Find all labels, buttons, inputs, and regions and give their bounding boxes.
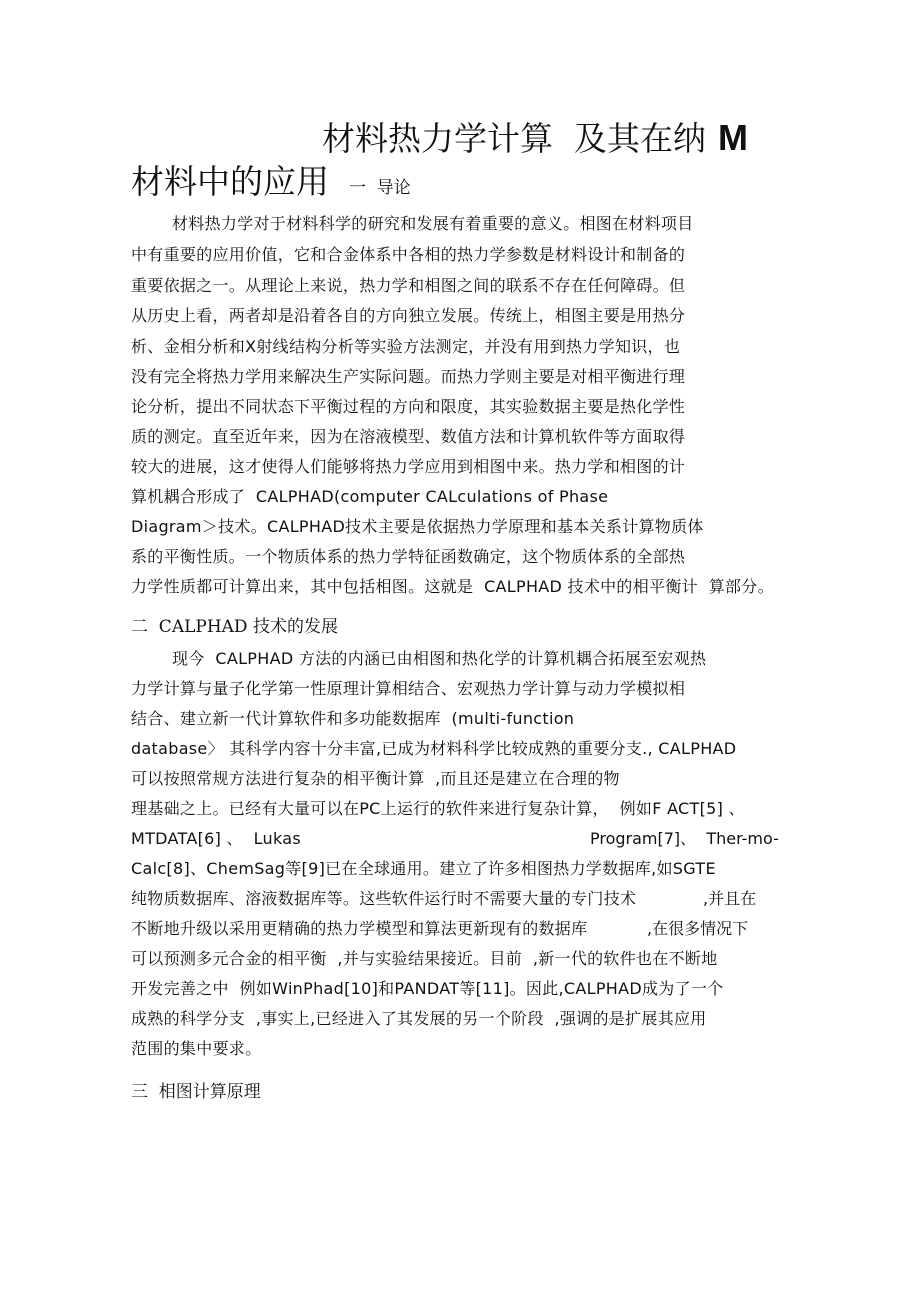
paragraph-line: 没有完全将热力学用来解决生产实际问题。而热力学则主要是对相平衡进行理 (131, 367, 686, 386)
paragraph-line: 从历史上看，两者却是沿着各自的方向独立发展。传统上，相图主要是用热分 (131, 306, 686, 325)
paragraph-line-right: ,并且在 (703, 889, 757, 908)
title-text: 材料热力学计算 及其在纳 (322, 119, 706, 158)
paragraph-line: Diagram＞技术。CALPHAD技术主要是依据热力学原理和基本关系计算物质体 (131, 517, 704, 536)
title-letter: M (717, 117, 748, 158)
paragraph-line: 结合、建立新一代计算软件和多功能数据库 (multi-function (131, 709, 575, 728)
title-line-2 (131, 162, 411, 208)
paragraph-line: 纯物质数据库、溶液数据库等。这些软件运行时不需要大量的专门技术 (131, 889, 637, 908)
paragraph-line: 较大的进展，这才使得人们能够将热力学应用到相图中来。热力学和相图的计 (131, 457, 686, 476)
paragraph-line: database〉 其科学内容十分丰富,已成为材料科学比较成熟的重要分支., CALPHAD (131, 739, 737, 758)
section-1-heading: 一 导论 (349, 178, 411, 198)
title-text-2: 材料中的应用 (131, 162, 329, 201)
paragraph-line: 成熟的科学分支 ,事实上,已经进入了其发展的另一个阶段 ,强调的是扩展其应用 (131, 1009, 707, 1028)
paragraph-line: 材料热力学对于材料科学的研究和发展有着重要的意义。相图在材料项目 (172, 214, 694, 233)
paragraph-line-right: ,在很多情况下 (647, 919, 749, 938)
paragraph-line: 开发完善之中 例如WinPhad[10]和PANDAT等[11]。因此,CALPHAD成为了一个 (131, 979, 724, 998)
section-2-heading: 二 CALPHAD 技术的发展 (131, 617, 338, 637)
paragraph-line: 系的平衡性质。一个物质体系的热力学特征函数确定，这个物质体系的全部热 (131, 547, 686, 566)
paragraph-line: 现今 CALPHAD 方法的内涵已由相图和热化学的计算机耦合拓展至宏观热 (172, 649, 707, 668)
paragraph-line: 理基础之上。已经有大量可以在PC上运行的软件来进行复杂计算， 例如F ACT[5] 、 (131, 799, 745, 818)
paragraph-line: 可以按照常规方法进行复杂的相平衡计算 ,而且还是建立在合理的物 (131, 769, 620, 788)
paragraph-line: 可以预测多元合金的相平衡 ,并与实验结果接近。目前 ,新一代的软件也在不断地 (131, 949, 718, 968)
paragraph-line: MTDATA[6] 、 Lukas (131, 829, 302, 848)
paragraph-line: 析、金相分析和X射线结构分析等实验方法测定，并没有用到热力学知识，也 (131, 337, 681, 356)
paragraph-line: 力学性质都可计算出来，其中包括相图。这就是 CALPHAD 技术中的相平衡计 算部分。 (131, 577, 774, 596)
section-3-heading: 三 相图计算原理 (131, 1082, 261, 1102)
title-line-1 (322, 118, 748, 159)
paragraph-line: 不断地升级以采用更精确的热力学模型和算法更新现有的数据库 (131, 919, 588, 938)
paragraph-line: 算机耦合形成了 CALPHAD(computer CALculations of Phase (131, 487, 609, 506)
paragraph-line: Calc[8]、ChemSag等[9]已在全球通用。建立了许多相图热力学数据库,如SGTE (131, 859, 716, 878)
paragraph-line: 力学计算与量子化学第一性原理计算相结合、宏观热力学计算与动力学模拟相 (131, 679, 686, 698)
paragraph-line: 中有重要的应用价值，它和合金体系中各相的热力学参数是材料设计和制备的 (131, 245, 686, 264)
paragraph-line: 范围的集中要求。 (131, 1039, 262, 1058)
paragraph-line-right: Program[7]、 Ther-mo- (590, 829, 779, 848)
paragraph-line: 论分析，提出不同状态下平衡过程的方向和限度，其实验数据主要是热化学性 (131, 397, 686, 416)
paragraph-line: 重要依据之一。从理论上来说，热力学和相图之间的联系不存在任何障碍。但 (131, 276, 686, 295)
paragraph-line: 质的测定。直至近年来，因为在溶液模型、数值方法和计算机软件等方面取得 (131, 427, 686, 446)
